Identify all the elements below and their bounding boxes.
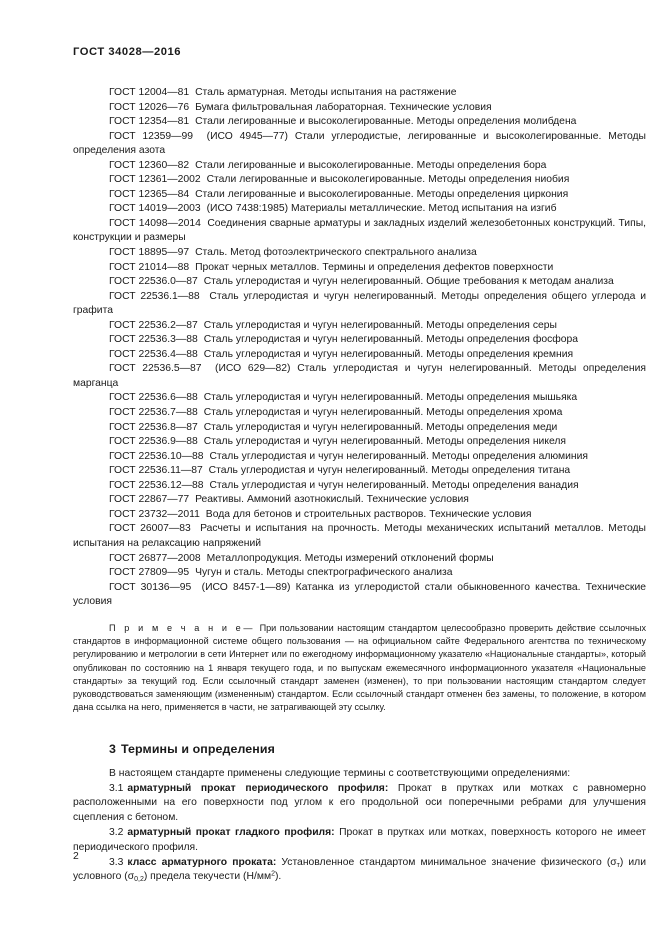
note-label: П р и м е ч а н и е: [109, 622, 244, 633]
reference-title: Сталь углеродистая и чугун нелегированный. Методы определения серы: [203, 319, 557, 331]
term-definition-text: Прокат в прутках или мотках с равномерно расположенными на его поверхности под углом к его продольной оси поперечными ребрами для улучшения сцепления с бетоном.: [73, 782, 647, 824]
reference-entry: [73, 581, 646, 610]
reference-code: ГОСТ 26877—2008: [109, 552, 201, 564]
reference-title: (ИСО 7438:1985) Материалы металлические. Метод испытания на изгиб: [206, 203, 557, 215]
reference-title: Прокат черных металлов. Термины и определения дефектов поверхности: [195, 261, 554, 273]
reference-entry: [73, 479, 646, 494]
reference-entry: [73, 450, 646, 465]
reference-code: ГОСТ 27809—95: [109, 567, 190, 579]
reference-title: Сталь углеродистая и чугун нелегированный. Методы определения кремния: [203, 348, 574, 360]
term-number: 3.3: [109, 856, 124, 868]
section-number: 3: [109, 741, 116, 756]
note-paragraph: [73, 610, 646, 715]
reference-title: (ИСО 8457-1—89) Катанка из углеродистой стали обыкновенного качества. Технические условия: [73, 581, 646, 608]
term-definition: [73, 856, 646, 886]
reference-entry: [73, 202, 646, 217]
reference-code: ГОСТ 22536.0—87: [109, 276, 198, 288]
section-title: Термины и определения: [121, 741, 275, 756]
reference-code: ГОСТ 22867—77: [109, 494, 190, 506]
page-number: 2: [73, 851, 79, 862]
reference-entry: [73, 246, 646, 261]
reference-entry: [73, 493, 646, 508]
reference-title: Соединения сварные арматуры и закладных изделий железобетонных конструкций. Типы, конструкции и размеры: [73, 217, 646, 244]
section-heading: [73, 715, 646, 759]
reference-entry: [73, 421, 646, 436]
reference-title: Металлопродукция. Методы измерений отклонений формы: [206, 552, 494, 564]
reference-code: ГОСТ 22536.8—87: [109, 421, 198, 433]
document-header: ГОСТ 34028—2016: [73, 46, 182, 58]
reference-code: ГОСТ 22536.5—87: [109, 363, 202, 375]
reference-title: Чугун и сталь. Методы спектрографического анализа: [195, 567, 453, 579]
reference-code: ГОСТ 12026—76: [109, 101, 190, 113]
reference-code: ГОСТ 22536.1—88: [109, 290, 200, 302]
reference-code: ГОСТ 22536.3—88: [109, 334, 198, 346]
reference-title: Сталь. Метод фотоэлектрического спектрального анализа: [195, 247, 477, 259]
term-definition: [73, 826, 646, 856]
reference-code: ГОСТ 12360—82: [109, 159, 190, 171]
reference-title: Стали легированные и высоколегированные. Методы определения ниобия: [206, 174, 570, 186]
reference-entry: [73, 508, 646, 523]
reference-title: Сталь углеродистая и чугун нелегированный. Методы определения мышьяка: [203, 392, 578, 404]
reference-code: ГОСТ 12361—2002: [109, 174, 201, 186]
sigma-02-subscript: 0,2: [134, 876, 144, 884]
reference-entry: [73, 130, 646, 159]
reference-code: ГОСТ 22536.10—88: [109, 450, 204, 462]
reference-entry: [73, 115, 646, 130]
page-body: [73, 86, 646, 885]
reference-title: Сталь углеродистая и чугун нелегированный. Методы определения ванадия: [209, 479, 579, 491]
reference-code: ГОСТ 12354—81: [109, 116, 190, 128]
reference-title: Вода для бетонов и строительных растворов. Технические условия: [205, 508, 532, 520]
reference-code: ГОСТ 26007—83: [109, 523, 191, 535]
reference-code: ГОСТ 30136—95: [109, 581, 192, 593]
term-number: 3.1: [109, 782, 124, 794]
reference-entry: [73, 275, 646, 290]
term-definition-text-mid: ) или условного (σ: [73, 856, 646, 883]
reference-entry: [73, 522, 646, 551]
reference-entry: [73, 464, 646, 479]
reference-entry: [73, 435, 646, 450]
note-text: При пользовании настоящим стандартом целесообразно проверить действие ссылочных стандартов в информационной системе общего пользования — на официальном сайте Федерального агентства по техническому регулированию и метрологии в сети Интернет или по ежегодному информационному указателю «Национальные стандарты», который опубликован по состоянию на 1 января текущего года, и по выпускам ежемесячного информационного указателя «Национальные стандарты» за текущий год. Если ссылочный стандарт заменен (изменен), то при пользовании настоящим стандартом следует руководствоваться заменяющим (измененным) стандартом. Если ссылочный стандарт отменен без замены, то положение, в котором дана ссылка на него, применяется в части, не затрагивающей эту ссылку.: [73, 622, 647, 713]
reference-title: Сталь углеродистая и чугун нелегированный. Методы определения общего углерода и графита: [73, 290, 646, 317]
reference-entry: [73, 86, 646, 101]
reference-code: ГОСТ 22536.7—88: [109, 407, 198, 419]
reference-code: ГОСТ 14019—2003: [109, 203, 201, 215]
reference-entry: [73, 566, 646, 581]
reference-code: ГОСТ 12004—81: [109, 87, 190, 98]
reference-title: Сталь углеродистая и чугун нелегированный. Общие требования к методам анализа: [203, 276, 614, 288]
reference-title: Бумага фильтровальная лабораторная. Технические условия: [195, 101, 492, 113]
reference-entry: [73, 333, 646, 348]
reference-title: Стали легированные и высоколегированные. Методы определения циркония: [195, 188, 569, 200]
reference-title: Сталь углеродистая и чугун нелегированный. Методы определения меди: [203, 421, 558, 433]
term-definition: [73, 782, 646, 826]
reference-entry: [73, 391, 646, 406]
reference-code: ГОСТ 22536.2—87: [109, 319, 198, 331]
reference-code: ГОСТ 14098—2014: [109, 217, 201, 229]
normative-references-list: [73, 86, 646, 610]
reference-entry: [73, 261, 646, 276]
term-definition-text: Установленное стандартом минимальное значение физического (σ: [281, 856, 617, 868]
reference-title: Реактивы. Аммоний азотнокислый. Технические условия: [195, 494, 469, 506]
sigma-t-subscript: т: [616, 861, 620, 869]
reference-code: ГОСТ 22536.12—88: [109, 479, 204, 491]
note-dash: —: [243, 622, 253, 633]
reference-code: ГОСТ 18895—97: [109, 247, 190, 259]
section-lead-paragraph: В настоящем стандарте применены следующие термины с соответствующими определениями:: [109, 767, 571, 779]
reference-title: Стали легированные и высоколегированные. Методы определения бора: [195, 159, 547, 171]
reference-entry: [73, 188, 646, 203]
reference-entry: [73, 217, 646, 246]
reference-code: ГОСТ 22536.6—88: [109, 392, 198, 404]
reference-entry: [73, 290, 646, 319]
reference-title: Сталь углеродистая и чугун нелегированный. Методы определения фосфора: [203, 334, 579, 346]
reference-title: Сталь арматурная. Методы испытания на растяжение: [195, 87, 457, 98]
term-name: класс арматурного проката:: [127, 856, 277, 868]
reference-code: ГОСТ 22536.9—88: [109, 436, 198, 448]
reference-code: ГОСТ 12365—84: [109, 188, 190, 200]
term-definition-text: Прокат в прутках или мотках, поверхность которого не имеет периодического профиля.: [73, 826, 646, 853]
reference-entry: [73, 362, 646, 391]
reference-title: Сталь углеродистая и чугун нелегированный. Методы определения никеля: [203, 436, 567, 448]
reference-code: ГОСТ 12359—99: [109, 130, 193, 142]
term-number: 3.2: [109, 826, 124, 838]
reference-entry: [73, 348, 646, 363]
reference-title: Стали легированные и высоколегированные. Методы определения молибдена: [195, 116, 577, 128]
unit-superscript: 2: [271, 870, 275, 878]
reference-code: ГОСТ 23732—2011: [109, 508, 200, 520]
reference-entry: [73, 319, 646, 334]
reference-code: ГОСТ 22536.11—87: [109, 465, 203, 477]
term-definition-text-post: ) предела текучести (Н/мм: [143, 871, 272, 883]
reference-entry: [73, 406, 646, 421]
reference-title: Сталь углеродистая и чугун нелегированный. Методы определения хрома: [203, 407, 563, 419]
reference-title: Сталь углеродистая и чугун нелегированный. Методы определения алюминия: [209, 450, 588, 462]
term-definition-text-end: ).: [274, 871, 282, 883]
reference-title: Расчеты и испытания на прочность. Методы механических испытаний металлов. Методы испытания на релаксацию напряжений: [73, 523, 646, 549]
reference-entry: [73, 173, 646, 188]
reference-entry: [73, 159, 646, 174]
reference-entry: [73, 552, 646, 567]
reference-code: ГОСТ 21014—88: [109, 261, 190, 273]
reference-title: (ИСО 629—82) Сталь углеродистая и чугун нелегированный. Методы определения марганца: [73, 363, 646, 389]
reference-title: (ИСО 4945—77) Стали углеродистые, легированные и высоколегированные. Методы определения азота: [73, 130, 646, 157]
reference-title: Сталь углеродистая и чугун нелегированный. Методы определения титана: [208, 465, 571, 477]
term-name: арматурный прокат гладкого профиля:: [127, 826, 335, 838]
term-name: арматурный прокат периодического профиля:: [127, 782, 389, 794]
reference-entry: [73, 101, 646, 116]
reference-code: ГОСТ 22536.4—88: [109, 348, 198, 360]
